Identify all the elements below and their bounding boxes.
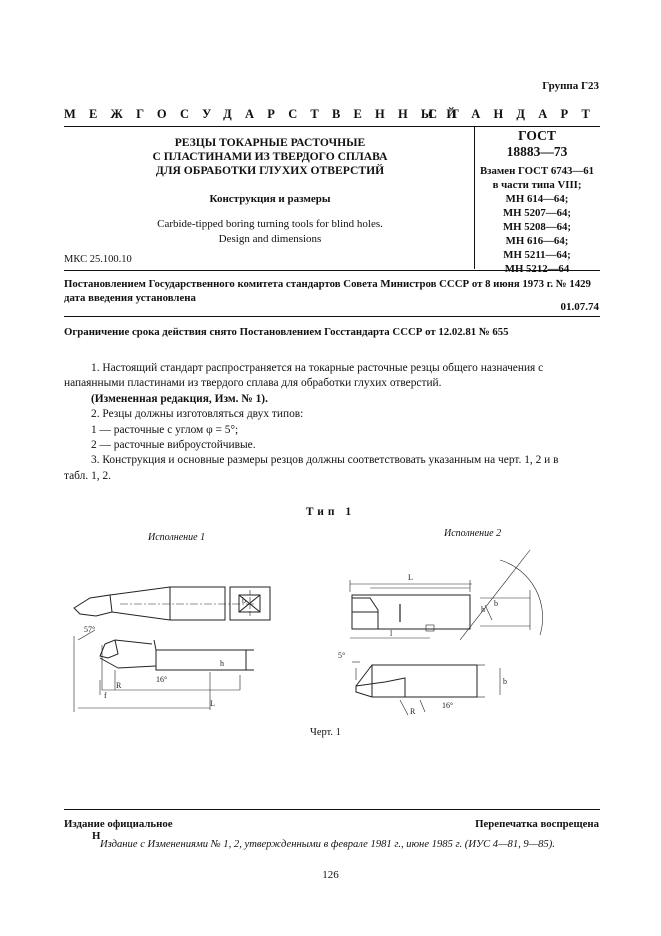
decree-line: дата введения установлена (64, 292, 196, 304)
dim-L-v1: L (210, 699, 215, 708)
angle-5-label: 5° (338, 651, 346, 660)
english-title-line: Design and dimensions (218, 233, 322, 245)
replaces-line: Взамен ГОСТ 6743—61 (479, 165, 595, 177)
paragraph-2-item1: 1 — расточные с углом φ = 5°; (91, 423, 239, 436)
title-line: ДЛЯ ОБРАБОТКИ ГЛУХИХ ОТВЕРСТИЙ (155, 164, 385, 177)
paragraph-3-line1: 3. Конструкция и основные размеры резцов должны соответствовать указанным на черт. 1, 2 и в (91, 454, 559, 467)
standard-type-word1: МЕЖГОСУДАРСТВЕННЫЙ (64, 107, 470, 121)
introduction-date: 01.07.74 (560, 301, 599, 313)
replaces-list (474, 164, 600, 276)
angle-16-label-v1: 16° (156, 675, 168, 684)
variant-1-caption: Исполнение 1 (148, 532, 206, 543)
edition-mark: Н (92, 830, 101, 842)
reprint-notice: Перепечатка воспрещена (475, 818, 599, 830)
edition-note: Издание с Изменениями № 1, 2, утвержденными в феврале 1981 г., июне 1985 г. (ИУС 4—81, 9—85). (100, 839, 555, 850)
variant-2-top-view (350, 550, 543, 640)
angle-16-label-v2: 16° (442, 701, 454, 710)
document-title (100, 136, 440, 178)
paragraph-1-edit: (Измененная редакция, Изм. № 1). (91, 392, 268, 405)
dim-h-v1: h (220, 659, 224, 668)
replaces-line: МН 614—64; (505, 193, 569, 205)
dim-R-v2: R (410, 707, 416, 716)
decree-rule (64, 316, 600, 317)
paragraph-3-line2: табл. 1, 2. (64, 469, 111, 482)
title-line: С ПЛАСТИНАМИ ИЗ ТВЕРДОГО СПЛАВА (152, 150, 388, 163)
dim-b-v2: b (494, 599, 498, 608)
replaces-line: МН 5208—64; (502, 221, 572, 233)
dim-h-v2: h (481, 605, 485, 614)
dim-b-v1: b (242, 596, 246, 605)
dim-b-side-v2: b (503, 677, 507, 686)
paragraph-2-item2: 2 — расточные виброустойчивые. (91, 439, 256, 452)
variant-1-side-view (74, 630, 254, 712)
english-title-line: Carbide-tipped boring turning tools for blind holes. (157, 218, 383, 230)
mks-code: МКС 25.100.10 (64, 254, 132, 265)
angle-57-label: 57° (84, 625, 96, 634)
dim-f-v1: f (104, 691, 107, 700)
footer-rule (64, 809, 600, 810)
tool-drawing (60, 540, 620, 730)
paragraph-1-line1: 1. Настоящий стандарт распространяется на токарные расточные резцы общего назначения с (91, 362, 544, 374)
standard-type-word2: СТАНДАРТ (428, 107, 603, 121)
gost-label: ГОСТ (518, 128, 556, 143)
replaces-line: МН 5211—64; (503, 249, 571, 261)
official-edition: Издание официальное (64, 818, 173, 830)
replaces-line: МН 5212—64 (504, 263, 570, 275)
body-text (64, 361, 600, 484)
gost-designation (474, 128, 600, 160)
type-label: Тип 1 (305, 506, 356, 518)
decree-text (64, 277, 604, 305)
decree-line: Постановлением Государственного комитета стандартов Совета Министров СССР от 8 июня 1973 г. № 1429 (64, 278, 591, 290)
english-title (100, 217, 440, 247)
gost-number: 18883—73 (506, 144, 568, 159)
dim-R-v1: R (116, 681, 122, 690)
header-rule-top (64, 126, 600, 127)
header-rule-bottom (64, 270, 600, 271)
paragraph-1-line2: напаянными пластинами из твердого сплава для обработки глухих отверстий. (64, 377, 442, 390)
replaces-line: МН 5207—64; (502, 207, 572, 219)
replaces-line: в части типа VIII; (492, 179, 582, 191)
paragraph-2: 2. Резцы должны изготовляться двух типов: (91, 408, 304, 421)
variant-1-top-view (74, 587, 270, 620)
dim-L-v2: L (408, 573, 413, 582)
limit-note: Ограничение срока действия снято Постановлением Госстандарта СССР от 12.02.81 № 655 (64, 326, 509, 338)
figure-caption: Черт. 1 (310, 727, 341, 738)
document-subtitle: Конструкция и размеры (209, 193, 331, 205)
variant-2-caption: Исполнение 2 (444, 528, 502, 539)
page-number: 126 (322, 869, 339, 881)
title-line: РЕЗЦЫ ТОКАРНЫЕ РАСТОЧНЫЕ (174, 136, 366, 149)
group-code: Группа Г23 (542, 80, 599, 92)
dim-l-v2: l (390, 629, 393, 638)
variant-2-side-view (352, 662, 500, 715)
replaces-line: МН 616—64; (505, 235, 569, 247)
